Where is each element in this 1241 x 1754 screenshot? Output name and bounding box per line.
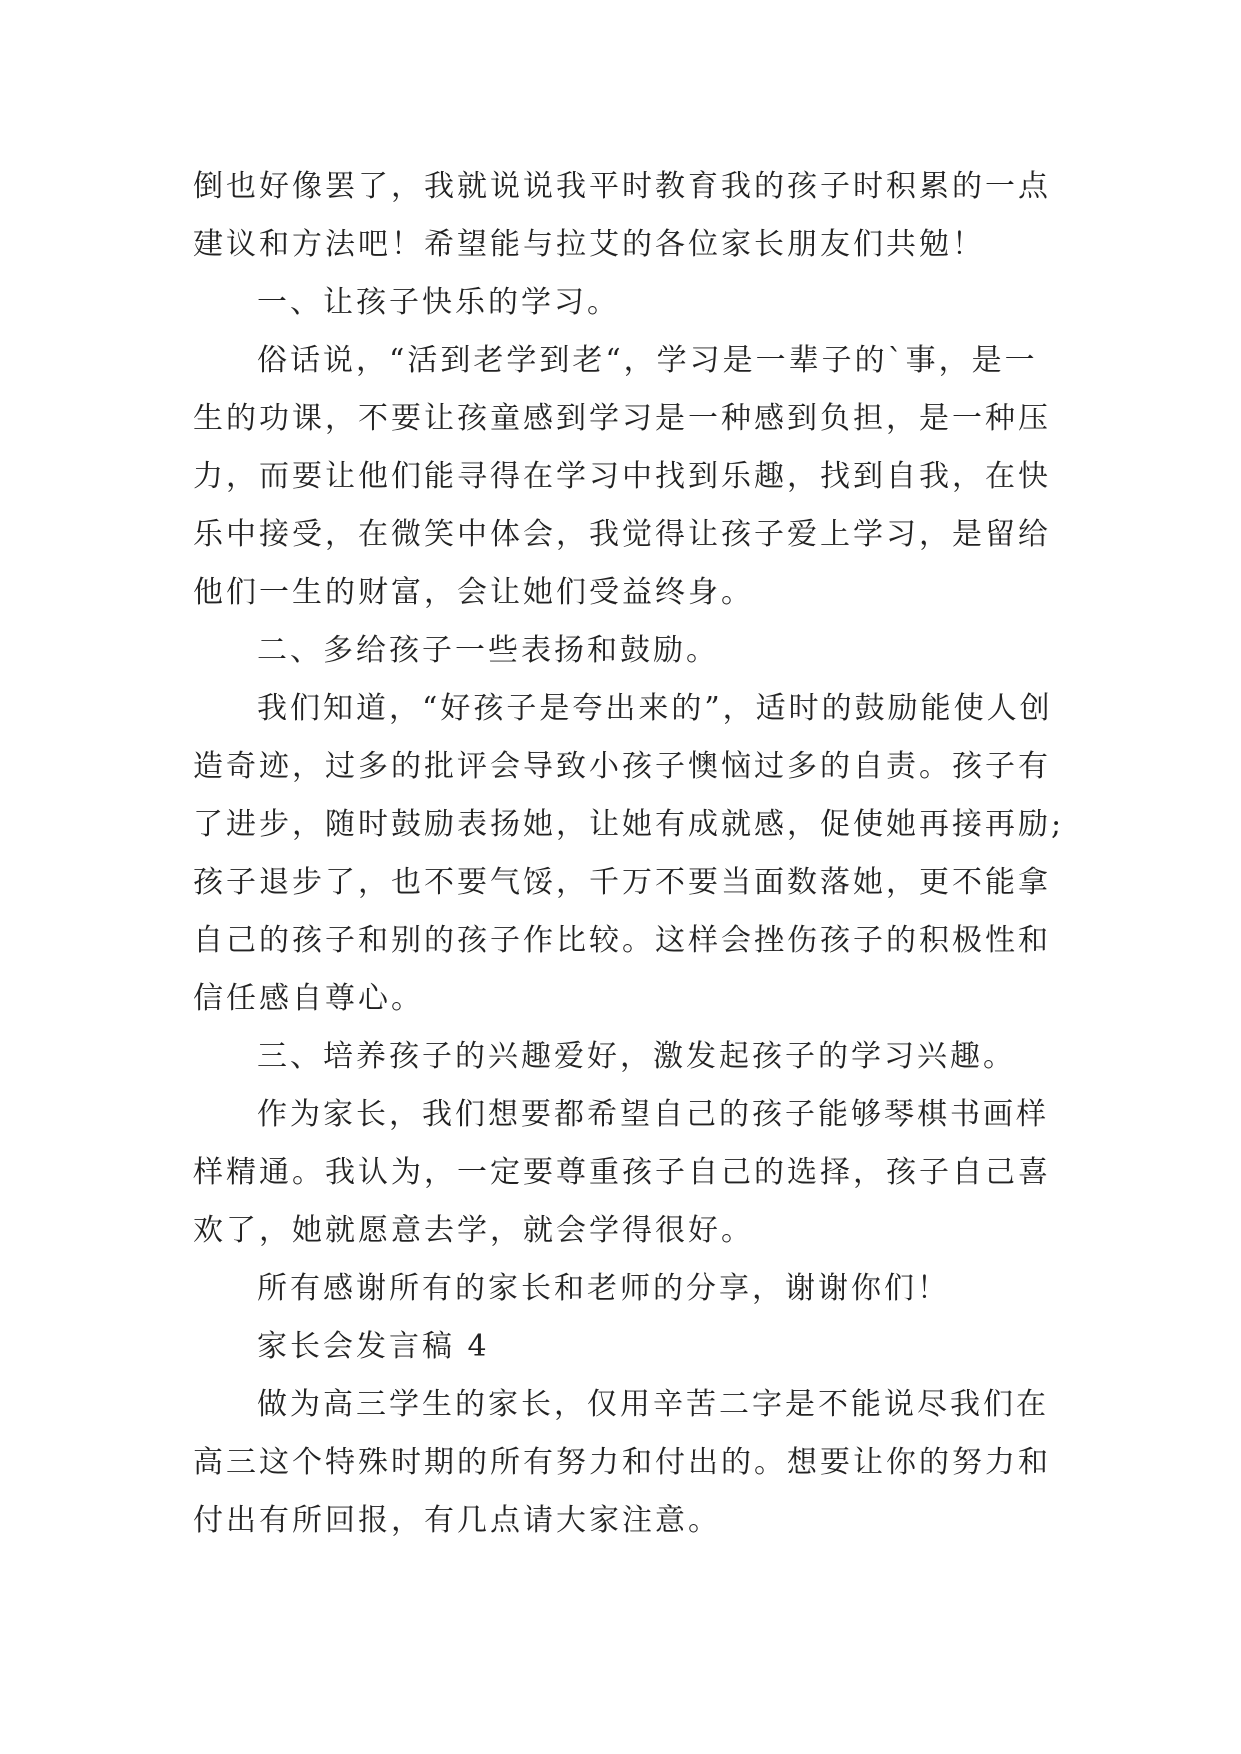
text-line-14: 自己的孩子和别的孩子作比较。这样会挫伤孩子的积极性和: [193, 923, 1051, 958]
text-line-11: 造奇迹，过多的批评会导致小孩子懊恼过多的自责。孩子有: [193, 749, 1051, 784]
heading-one: 一、让孩子快乐的学习。: [257, 285, 620, 320]
text-line-4: 俗话说，“活到老学到老“，学习是一辈子的`事，是一: [257, 343, 1038, 378]
text-line-23: 高三这个特殊时期的所有努力和付出的。想要让你的努力和: [193, 1445, 1051, 1480]
text-line-20: 所有感谢所有的家长和老师的分享，谢谢你们！: [257, 1271, 950, 1306]
heading-two: 二、多给孩子一些表扬和鼓励。: [257, 633, 719, 668]
text-line-17: 作为家长，我们想要都希望自己的孩子能够琴棋书画样: [257, 1097, 1049, 1132]
section-title: 家长会发言稿 4: [257, 1329, 490, 1364]
text-line-22: 做为高三学生的家长，仅用辛苦二字是不能说尽我们在: [257, 1387, 1049, 1422]
text-line-5: 生的功课，不要让孩童感到学习是一种感到负担，是一种压: [193, 401, 1051, 436]
document-body: [193, 158, 1065, 1550]
text-line-10: 我们知道，“好孩子是夸出来的”，适时的鼓励能使人创: [257, 691, 1053, 726]
text-line-15: 信任感自尊心。: [193, 981, 424, 1016]
text-line-19: 欢了，她就愿意去学，就会学得很好。: [193, 1213, 754, 1248]
heading-three: 三、培养孩子的兴趣爱好，激发起孩子的学习兴趣。: [257, 1039, 1016, 1074]
text-line-24: 付出有所回报，有几点请大家注意。: [193, 1503, 721, 1538]
text-line-2: 建议和方法吧！希望能与拉艾的各位家长朋友们共勉！: [193, 227, 985, 262]
text-line-13: 孩子退步了，也不要气馁，千万不要当面数落她，更不能拿: [193, 865, 1051, 900]
text-line-8: 他们一生的财富，会让她们受益终身。: [193, 575, 754, 610]
text-line-6: 力，而要让他们能寻得在学习中找到乐趣，找到自我，在快: [193, 459, 1051, 494]
text-line-12: 了进步，随时鼓励表扬她，让她有成就感，促使她再接再励;: [193, 807, 1065, 842]
text-line-1: 倒也好像罢了，我就说说我平时教育我的孩子时积累的一点: [193, 169, 1051, 204]
text-line-7: 乐中接受，在微笑中体会，我觉得让孩子爱上学习，是留给: [193, 517, 1051, 552]
text-line-18: 样精通。我认为，一定要尊重孩子自己的选择，孩子自己喜: [193, 1155, 1051, 1190]
